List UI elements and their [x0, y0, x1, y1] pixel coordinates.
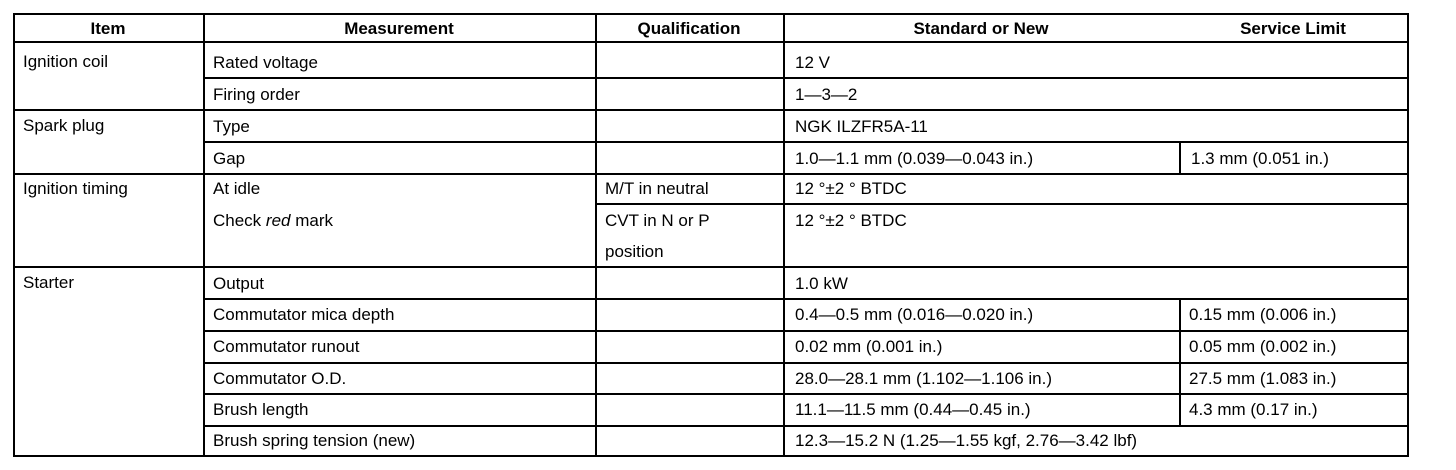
header-qualification: Qualification [637, 19, 741, 38]
standard-od: 28.0—28.1 mm (1.102—1.106 in.) [795, 369, 1053, 388]
rule-bottom [13, 455, 1409, 457]
limit-gap: 1.3 mm (0.051 in.) [1191, 149, 1329, 168]
measurement-brush-length: Brush length [213, 400, 309, 419]
item-ignition-coil: Ignition coil [23, 52, 109, 71]
header-limit: Service Limit [1240, 19, 1346, 38]
rule-group [13, 109, 1409, 111]
measurement-od: Commutator O.D. [213, 369, 347, 388]
rule-col-limit [1179, 141, 1181, 173]
mark-text: mark [290, 211, 333, 230]
spec-table [13, 13, 1409, 457]
limit-mica-depth: 0.15 mm (0.006 in.) [1189, 305, 1337, 324]
standard-rated-voltage: 12 V [795, 53, 830, 72]
rule-left [13, 13, 15, 457]
item-ignition-timing: Ignition timing [23, 179, 128, 198]
rule-row [203, 425, 1409, 427]
measurement-type: Type [213, 117, 250, 136]
qualification-cvt-line1: CVT in N or P [605, 211, 710, 230]
header-standard: Standard or New [913, 19, 1049, 38]
rule-col-qualification [783, 13, 785, 457]
limit-runout: 0.05 mm (0.002 in.) [1189, 337, 1337, 356]
item-starter: Starter [23, 273, 75, 292]
rule-row [203, 362, 1409, 364]
standard-runout: 0.02 mm (0.001 in.) [795, 337, 943, 356]
measurement-spring-tension: Brush spring tension (new) [213, 431, 416, 450]
standard-mt: 12 °±2 ° BTDC [795, 179, 907, 198]
standard-cvt: 12 °±2 ° BTDC [795, 211, 907, 230]
rule-row [203, 77, 1409, 79]
measurement-mica-depth: Commutator mica depth [213, 305, 395, 324]
rule-col-measurement [595, 13, 597, 457]
red-text: red [265, 211, 291, 230]
standard-brush-length: 11.1—11.5 mm (0.44—0.45 in.) [795, 400, 1031, 419]
qualification-cvt-line2: position [605, 242, 664, 261]
rule-row [203, 298, 1409, 300]
check-text: Check [213, 211, 266, 230]
rule-row [203, 330, 1409, 332]
limit-brush-length: 4.3 mm (0.17 in.) [1189, 400, 1318, 419]
qualification-mt: M/T in neutral [605, 179, 709, 198]
standard-output: 1.0 kW [795, 274, 848, 293]
standard-type: NGK ILZFR5A-11 [795, 117, 928, 136]
rule-row [595, 203, 1409, 205]
measurement-rated-voltage: Rated voltage [213, 53, 318, 72]
standard-mica-depth: 0.4—0.5 mm (0.016—0.020 in.) [795, 305, 1034, 324]
header-measurement: Measurement [344, 19, 454, 38]
measurement-runout: Commutator runout [213, 337, 360, 356]
standard-gap: 1.0—1.1 mm (0.039—0.043 in.) [795, 149, 1034, 168]
rule-col-item [203, 13, 205, 457]
item-spark-plug: Spark plug [23, 116, 105, 135]
measurement-at-idle: At idle [213, 179, 261, 198]
rule-row [203, 393, 1409, 395]
limit-od: 27.5 mm (1.083 in.) [1189, 369, 1337, 388]
rule-group [13, 266, 1409, 268]
rule-col-limit [1179, 298, 1181, 425]
measurement-firing-order: Firing order [213, 85, 300, 104]
rule-group [13, 173, 1409, 175]
standard-firing-order: 1—3—2 [795, 85, 858, 104]
measurement-check-red-mark [213, 211, 333, 231]
header-item: Item [90, 19, 126, 38]
rule-right [1407, 13, 1409, 457]
rule-header [13, 41, 1409, 43]
standard-spring-tension: 12.3—15.2 N (1.25—1.55 kgf, 2.76—3.42 lbf) [795, 431, 1138, 450]
measurement-gap: Gap [213, 149, 246, 168]
rule-top [13, 13, 1409, 15]
measurement-output: Output [213, 274, 265, 293]
rule-row [203, 141, 1409, 143]
